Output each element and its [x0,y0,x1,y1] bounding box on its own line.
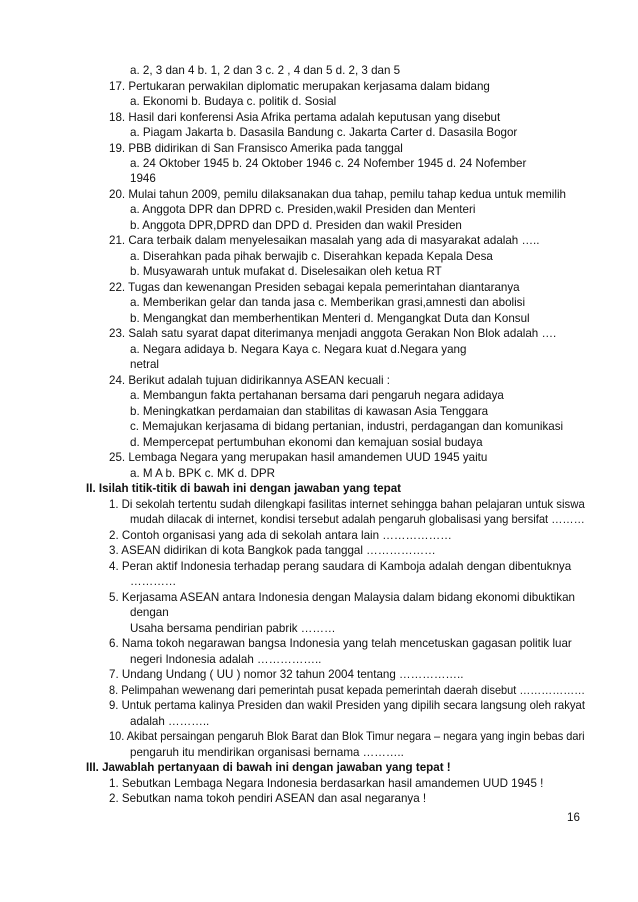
text-line: b. Musyawarah untuk mufakat d. Diselesaikan oleh ketua RT [130,265,442,278]
item-3: 3. ASEAN didirikan di kota Bangkok pada tanggal ……………… [109,544,436,557]
text-line: b. Mengangkat dan memberhentikan Menteri d. Mengangkat Duta dan Konsul [130,312,530,325]
question-22: 22. Tugas dan kewenangan Presiden sebagai kepala pemerintahan diantaranya [109,281,520,294]
question-19: 19. PBB didirikan di San Fransisco Amerika pada tanggal [109,142,403,155]
text-line: mudah dilacak di internet, kondisi tersebut adalah pengaruh globalisasi yang bersifat ……… [130,513,585,526]
section-heading: II. Isilah titik-titik di bawah ini dengan jawaban yang tepat [86,482,402,495]
item-5: 5. Kerjasama ASEAN antara Indonesia dengan Malaysia dalam bidang ekonomi dibuktikan [109,591,575,604]
question-18: 18. Hasil dari konferensi Asia Afrika pertama adalah keputusan yang disebut [109,111,501,124]
item-6: 6. Nama tokoh negarawan bangsa Indonesia yang telah mencetuskan gagasan politik luar [109,637,572,650]
item-1: 1. Di sekolah tertentu sudah dilengkapi fasilitas internet sehingga bahan pelajaran untuk siswa [109,498,585,511]
text-line: Usaha bersama pendirian pabrik ……… [130,622,336,635]
text-line: ………… [130,575,177,588]
text-line: a. Negara adidaya b. Negara Kaya c. Negara kuat d.Negara yang [130,343,467,356]
text-line: a. M A b. BPK c. MK d. DPR [130,467,275,480]
item-9: 9. Untuk pertama kalinya Presiden dan wakil Presiden yang dipilih secara langsung oleh rakyat [109,699,586,712]
question-20: 20. Mulai tahun 2009, pemilu dilaksanakan dua tahap, pemilu tahap kedua untuk memilih [109,188,566,201]
question-21: 21. Cara terbaik dalam menyelesaikan masalah yang ada di masyarakat adalah ….. [109,234,540,247]
text-line: d. Mempercepat pertumbuhan ekonomi dan kemajuan sosial budaya [130,436,483,449]
text-line: b. Meningkatkan perdamaian dan stabilitas di kawasan Asia Tenggara [130,405,489,418]
item-1: 1. Sebutkan Lembaga Negara Indonesia berdasarkan hasil amandemen UUD 1945 ! [109,777,544,790]
item-8: 8. Pelimpahan wewenang dari pemerintah pusat kepada pemerintah daerah disebut ……………… [109,684,586,697]
item-10: 10. Akibat persaingan pengaruh Blok Barat dan Blok Timur negara – negara yang ingin bebas dari [109,730,585,743]
text-line: a. Membangun fakta pertahanan bersama dari pengaruh negara adidaya [130,389,504,402]
question-17: 17. Pertukaran perwakilan diplomatic merupakan kerjasama dalam bidang [109,80,490,93]
item-7: 7. Undang Undang ( UU ) nomor 32 tahun 2004 tentang …………….. [109,668,464,681]
text-line: a. Piagam Jakarta b. Dasasila Bandung c. Jakarta Carter d. Dasasila Bogor [130,126,518,139]
text-line: 1946 [130,172,156,185]
question-23: 23. Salah satu syarat dapat diterimanya menjadi anggota Gerakan Non Blok adalah …. [109,327,557,340]
page-number: 16 [567,811,580,824]
question-24: 24. Berikut adalah tujuan didirikannya ASEAN kecuali : [109,374,390,387]
text-line: a. Diserahkan pada pihak berwajib c. Diserahkan kepada Kepala Desa [130,250,493,263]
text-line: c. Memajukan kerjasama di bidang pertanian, industri, perdagangan dan komunikasi [130,420,564,433]
text-line: adalah ……….. [130,715,210,728]
section-heading: III. Jawablah pertanyaan di bawah ini dengan jawaban yang tepat ! [86,761,451,774]
text-line: negeri Indonesia adalah …………….. [130,653,322,666]
text-line: pengaruh itu mendirikan organisasi bernama ……….. [130,746,404,759]
text-line: b. Anggota DPR,DPRD dan DPD d. Presiden dan wakil Presiden [130,219,462,232]
text-line: netral [130,358,160,371]
text-line: a. Ekonomi b. Budaya c. politik d. Sosial [130,95,337,108]
question-25: 25. Lembaga Negara yang merupakan hasil amandemen UUD 1945 yaitu [109,451,488,464]
text-line: a. 2, 3 dan 4 b. 1, 2 dan 3 c. 2 , 4 dan 5 d. 2, 3 dan 5 [130,64,401,77]
item-4: 4. Peran aktif Indonesia terhadap perang saudara di Kamboja adalah dengan dibentuknya [109,560,572,573]
text-line: dengan [130,606,169,619]
text-line: a. 24 Oktober 1945 b. 24 Oktober 1946 c. 24 Nofember 1945 d. 24 Nofember [130,157,527,170]
item-2: 2. Contoh organisasi yang ada di sekolah antara lain ……………… [109,529,452,542]
text-line: a. Anggota DPR dan DPRD c. Presiden,wakil Presiden dan Menteri [130,203,476,216]
text-line: a. Memberikan gelar dan tanda jasa c. Memberikan grasi,amnesti dan abolisi [130,296,526,309]
item-2: 2. Sebutkan nama tokoh pendiri ASEAN dan asal negaranya ! [109,792,427,805]
